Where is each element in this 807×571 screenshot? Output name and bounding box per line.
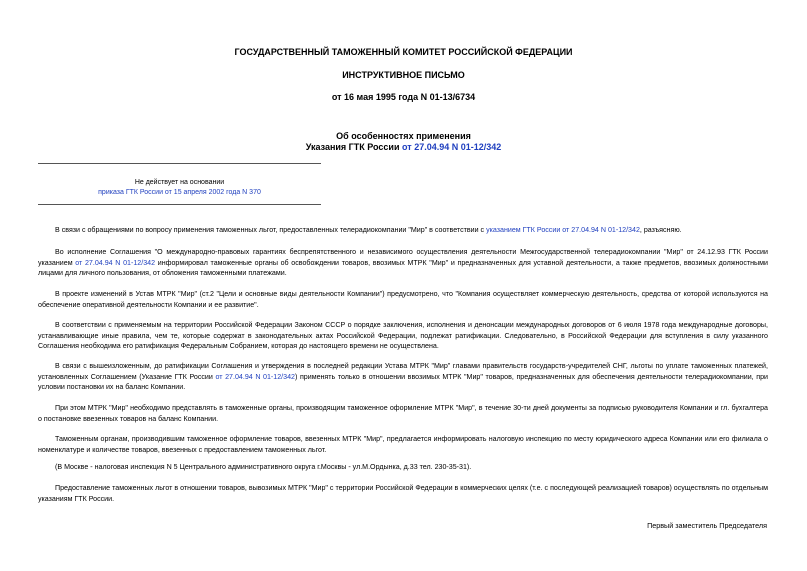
- divider-bottom: [38, 204, 321, 205]
- paragraph-5: [38, 361, 768, 393]
- status-note: [38, 178, 321, 198]
- document-type: ИНСТРУКТИВНОЕ ПИСЬМО: [342, 70, 465, 80]
- paragraph-5-text-b: ) применять только в отношении ввозимых МТРК "Мир" товаров, предназначенных для обеспечения деятельности телерадиокомпании, при условии постановки их на баланс Компании.: [38, 372, 768, 391]
- paragraph-2-text-b: информировал таможенные органы об освобождении товаров, ввозимых МТРК "Мир" и предназначенных для уставной деятельности, а также предметов, ввозимых должностными лицами для личного пользования, от обложения таможенными платежами.: [38, 258, 768, 277]
- paragraph-1: [38, 225, 768, 236]
- paragraph-1-text-a: В связи с обращениями по вопросу применения таможенных льгот, предоставленных телерадиокомпании "Мир" в соответствии с: [55, 226, 487, 234]
- subject-title-line2: [0, 142, 807, 152]
- paragraph-6: При этом МТРК "Мир" необходимо представлять в таможенные органы, производящим таможенное оформление МТРК "Мир", в течение 30-ти дней документы за подписью руководителя Компании и гл. бухгалтера о постановке ввезенных товаров на баланс Компании.: [38, 404, 768, 423]
- status-note-text: Не действует на основании: [134, 179, 225, 186]
- paragraph-9: Предоставление таможенных льгот в отношении товаров, вывозимых МТРК "Мир" с территории Российской Федерации в коммерческих целях (т.е. с последующей реализацией товаров) осуществлять по отдельным указаниям ГТК России.: [38, 484, 768, 503]
- paragraph-5-link[interactable]: от 27.04.94 N 01-12/342: [215, 372, 295, 381]
- paragraph-1-link[interactable]: указанием ГТК России от 27.04.94 N 01-12/342: [486, 226, 640, 234]
- status-note-link[interactable]: приказа ГТК России от 15 апреля 2002 года N 370: [98, 189, 261, 196]
- document-date-number: от 16 мая 1995 года N 01-13/6734: [331, 92, 476, 102]
- paragraph-4: В соответствии с применяемым на территории Российской Федерации Законом СССР о порядке заключения, исполнения и денонсации международных договоров от 6 июля 1978 года международные договоры, устанавливающие иные правила, чем те, которые содержат в законодательных актах Российской Федерации, подлежат ратификации. Следовательно, в Российской Федерации для вступления в силу указанного Соглашения необходима его ратификация Федеральным Собранием, которая до настоящего времени не осуществлена.: [38, 321, 768, 350]
- paragraph-1-text-b: , разъясняю.: [639, 226, 682, 234]
- paragraph-5-text-a: В связи с вышеизложенным, до ратификации Соглашения и утверждения в последней редакции Устава МТРК "Мир" главами правительств государств-учредителей СНГ, льготы по уплате таможенных платежей, установленных Соглашением (Указание ГТК России: [38, 362, 768, 381]
- paragraph-2-link[interactable]: от 27.04.94 N 01-12/342: [75, 258, 156, 267]
- subject-title-prefix: Указания ГТК России: [305, 142, 403, 152]
- divider-top: [38, 163, 321, 164]
- signature-title: Первый заместитель Председателя: [647, 521, 767, 530]
- paragraph-8: (В Москве - налоговая инспекция N 5 Центрального административного округа г.Москвы - ул.М.Ордынка, д.33 тел. 230-35-31).: [55, 463, 472, 471]
- organization-title: ГОСУДАРСТВЕННЫЙ ТАМОЖЕННЫЙ КОМИТЕТ РОССИЙСКОЙ ФЕДЕРАЦИИ: [234, 47, 573, 57]
- paragraph-7: Таможенным органам, производившим таможенное оформление товаров, ввезенных МТРК "Мир", предлагается информировать налоговую инспекцию по месту юридического адреса Компании или его филиала о номенклатуре и количестве товаров, ввезенных с предоставлением таможенных льгот.: [38, 435, 768, 454]
- paragraph-2: [38, 247, 768, 279]
- subject-title-line1: Об особенностях применения: [336, 131, 471, 141]
- subject-title-link[interactable]: от 27.04.94 N 01-12/342: [402, 142, 502, 152]
- paragraph-2-text-a: Во исполнение Соглашения "О международно-правовых гарантиях беспрепятственного и независимого осуществления деятельности Межгосударственной телерадиокомпании "Мир" от 24.12.93 ГТК России указанием: [38, 248, 768, 267]
- paragraph-3: В проекте изменений в Устав МТРК "Мир" (ст.2 "Цели и основные виды деятельности Компании") предусмотрено, что "Компания осуществляет коммерческую деятельность, средства от которой используются на обеспечение оперативной деятельности Компании и ее развитие".: [38, 290, 768, 309]
